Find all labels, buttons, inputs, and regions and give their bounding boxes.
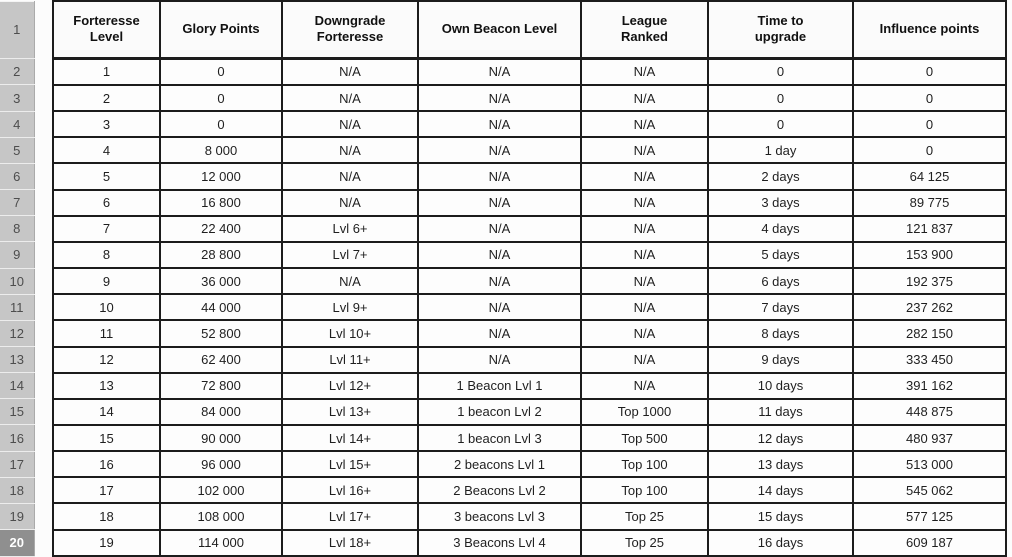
table-cell[interactable]: Lvl 11+ bbox=[282, 347, 418, 373]
table-cell[interactable]: N/A bbox=[282, 137, 418, 163]
table-cell[interactable]: 0 bbox=[853, 85, 1006, 111]
table-cell[interactable]: 28 800 bbox=[160, 242, 282, 268]
gutter-cell bbox=[34, 1, 53, 58]
table-row bbox=[0, 503, 1006, 529]
table-cell[interactable]: 22 400 bbox=[160, 216, 282, 242]
gutter-cell bbox=[34, 190, 53, 216]
table-cell[interactable]: 7 bbox=[53, 216, 160, 242]
table-cell[interactable]: Top 100 bbox=[581, 451, 708, 477]
gutter-cell bbox=[34, 477, 53, 503]
table-cell[interactable]: 16 800 bbox=[160, 190, 282, 216]
table-cell[interactable]: 333 450 bbox=[853, 347, 1006, 373]
table-cell[interactable]: 72 800 bbox=[160, 373, 282, 399]
row-header[interactable]: 17 bbox=[0, 451, 34, 477]
table-cell[interactable]: 3 Beacons Lvl 4 bbox=[418, 530, 581, 556]
row-header[interactable]: 9 bbox=[0, 242, 34, 268]
table-cell[interactable]: N/A bbox=[581, 373, 708, 399]
table-cell[interactable]: 391 162 bbox=[853, 373, 1006, 399]
table-cell[interactable]: 8 000 bbox=[160, 137, 282, 163]
table-cell[interactable]: 5 days bbox=[708, 242, 853, 268]
gutter-cell bbox=[34, 399, 53, 425]
table-cell[interactable]: N/A bbox=[418, 242, 581, 268]
table-cell[interactable]: N/A bbox=[418, 268, 581, 294]
table-cell[interactable]: 0 bbox=[853, 58, 1006, 85]
table-cell[interactable]: 17 bbox=[53, 477, 160, 503]
table-cell[interactable]: N/A bbox=[418, 320, 581, 346]
table-row bbox=[0, 320, 1006, 346]
table-cell[interactable]: N/A bbox=[581, 111, 708, 137]
table-cell[interactable]: Lvl 15+ bbox=[282, 451, 418, 477]
table-cell[interactable]: 36 000 bbox=[160, 268, 282, 294]
table-cell[interactable]: 0 bbox=[853, 111, 1006, 137]
table-cell[interactable]: N/A bbox=[282, 85, 418, 111]
table-cell[interactable]: 3 days bbox=[708, 190, 853, 216]
table-cell[interactable]: 282 150 bbox=[853, 320, 1006, 346]
gutter-cell bbox=[34, 216, 53, 242]
table-cell[interactable]: 1 Beacon Lvl 1 bbox=[418, 373, 581, 399]
table-cell[interactable]: N/A bbox=[418, 190, 581, 216]
gutter-cell bbox=[34, 242, 53, 268]
column-header-glory-points[interactable]: Glory Points bbox=[160, 1, 282, 58]
table-cell[interactable]: 11 days bbox=[708, 399, 853, 425]
table-cell[interactable]: 0 bbox=[160, 111, 282, 137]
row-header[interactable]: 6 bbox=[0, 163, 34, 189]
column-header-own-beacon-level[interactable]: Own Beacon Level bbox=[418, 1, 581, 58]
column-header-downgrade-forteresse[interactable]: Downgrade Forteresse bbox=[282, 1, 418, 58]
row-header[interactable]: 14 bbox=[0, 373, 34, 399]
table-cell[interactable]: 6 days bbox=[708, 268, 853, 294]
column-header-time-to-upgrade[interactable]: Time to upgrade bbox=[708, 1, 853, 58]
column-header-league-ranked[interactable]: League Ranked bbox=[581, 1, 708, 58]
table-cell[interactable]: 64 125 bbox=[853, 163, 1006, 189]
table-cell[interactable]: N/A bbox=[581, 320, 708, 346]
row-header[interactable]: 18 bbox=[0, 477, 34, 503]
table-cell[interactable]: 0 bbox=[708, 58, 853, 85]
table-cell[interactable]: 0 bbox=[160, 58, 282, 85]
table-cell[interactable]: 10 bbox=[53, 294, 160, 320]
table-cell[interactable]: 0 bbox=[160, 85, 282, 111]
table-cell[interactable]: 18 bbox=[53, 503, 160, 529]
row-header[interactable]: 12 bbox=[0, 320, 34, 346]
row-header[interactable]: 8 bbox=[0, 216, 34, 242]
row-header[interactable]: 15 bbox=[0, 399, 34, 425]
table-cell[interactable]: 16 bbox=[53, 451, 160, 477]
table-cell[interactable]: N/A bbox=[581, 58, 708, 85]
table-cell[interactable]: Top 500 bbox=[581, 425, 708, 451]
table-cell[interactable]: N/A bbox=[581, 268, 708, 294]
table-cell[interactable]: N/A bbox=[282, 190, 418, 216]
table-cell[interactable]: N/A bbox=[418, 111, 581, 137]
table-cell[interactable]: 545 062 bbox=[853, 477, 1006, 503]
table-cell[interactable]: 11 bbox=[53, 320, 160, 346]
table-cell[interactable]: N/A bbox=[418, 58, 581, 85]
gutter-cell bbox=[34, 451, 53, 477]
table-cell[interactable]: 62 400 bbox=[160, 347, 282, 373]
table-cell[interactable]: 2 days bbox=[708, 163, 853, 189]
table-cell[interactable]: 108 000 bbox=[160, 503, 282, 529]
table-cell[interactable]: Lvl 7+ bbox=[282, 242, 418, 268]
table-cell[interactable]: 4 bbox=[53, 137, 160, 163]
table-cell[interactable]: 3 beacons Lvl 3 bbox=[418, 503, 581, 529]
gutter-cell bbox=[34, 503, 53, 529]
table-cell[interactable]: 2 Beacons Lvl 2 bbox=[418, 477, 581, 503]
row-header[interactable]: 1 bbox=[0, 1, 34, 58]
gutter-cell bbox=[34, 85, 53, 111]
table-cell[interactable]: 577 125 bbox=[853, 503, 1006, 529]
table-cell[interactable]: 2 bbox=[53, 85, 160, 111]
table-cell[interactable]: 114 000 bbox=[160, 530, 282, 556]
table-cell[interactable]: Lvl 10+ bbox=[282, 320, 418, 346]
table-cell[interactable]: N/A bbox=[418, 163, 581, 189]
table-cell[interactable]: 89 775 bbox=[853, 190, 1006, 216]
gutter-cell bbox=[34, 163, 53, 189]
table-cell[interactable]: 8 bbox=[53, 242, 160, 268]
table-cell[interactable]: 3 bbox=[53, 111, 160, 137]
gutter-cell bbox=[34, 320, 53, 346]
table-row bbox=[0, 425, 1006, 451]
table-cell[interactable]: 44 000 bbox=[160, 294, 282, 320]
gutter-cell bbox=[34, 425, 53, 451]
table-cell[interactable]: 7 days bbox=[708, 294, 853, 320]
table-cell[interactable]: 96 000 bbox=[160, 451, 282, 477]
table-row bbox=[0, 216, 1006, 242]
column-header-influence-points[interactable]: Influence points bbox=[853, 1, 1006, 58]
table-cell[interactable]: N/A bbox=[282, 268, 418, 294]
table-row bbox=[0, 85, 1006, 111]
table-cell[interactable]: 12 000 bbox=[160, 163, 282, 189]
table-row bbox=[0, 190, 1006, 216]
row-header[interactable]: 2 bbox=[0, 58, 34, 85]
table-cell[interactable]: 13 days bbox=[708, 451, 853, 477]
row-header[interactable]: 11 bbox=[0, 294, 34, 320]
row-header[interactable]: 19 bbox=[0, 503, 34, 529]
table-cell[interactable]: Lvl 12+ bbox=[282, 373, 418, 399]
gutter-cell bbox=[34, 294, 53, 320]
table-cell[interactable]: 12 days bbox=[708, 425, 853, 451]
table-body bbox=[0, 58, 1006, 556]
table-cell[interactable]: Lvl 13+ bbox=[282, 399, 418, 425]
table-cell[interactable]: N/A bbox=[581, 347, 708, 373]
table-row bbox=[0, 373, 1006, 399]
table-cell[interactable]: 4 days bbox=[708, 216, 853, 242]
gutter-cell bbox=[34, 373, 53, 399]
header-row bbox=[0, 1, 1006, 58]
table-cell[interactable]: 5 bbox=[53, 163, 160, 189]
table-cell[interactable]: 15 days bbox=[708, 503, 853, 529]
table-cell[interactable]: 0 bbox=[708, 85, 853, 111]
table-cell[interactable]: N/A bbox=[581, 190, 708, 216]
gutter-cell bbox=[34, 347, 53, 373]
table-cell[interactable]: 90 000 bbox=[160, 425, 282, 451]
table-cell[interactable]: 2 beacons Lvl 1 bbox=[418, 451, 581, 477]
table-cell[interactable]: N/A bbox=[581, 216, 708, 242]
gutter-cell bbox=[34, 268, 53, 294]
table-cell[interactable]: N/A bbox=[418, 137, 581, 163]
table-cell[interactable]: 448 875 bbox=[853, 399, 1006, 425]
table-cell[interactable]: 1 beacon Lvl 2 bbox=[418, 399, 581, 425]
table-row bbox=[0, 137, 1006, 163]
table-cell[interactable]: 6 bbox=[53, 190, 160, 216]
table-row bbox=[0, 530, 1006, 556]
table-cell[interactable]: N/A bbox=[418, 347, 581, 373]
column-header-forteresse-level[interactable]: Forteresse Level bbox=[53, 1, 160, 58]
gutter-cell bbox=[34, 111, 53, 137]
table-cell[interactable]: Lvl 14+ bbox=[282, 425, 418, 451]
table-cell[interactable]: 14 days bbox=[708, 477, 853, 503]
table-cell[interactable]: 8 days bbox=[708, 320, 853, 346]
table-cell[interactable]: 192 375 bbox=[853, 268, 1006, 294]
table-cell[interactable]: 84 000 bbox=[160, 399, 282, 425]
table-cell[interactable]: 513 000 bbox=[853, 451, 1006, 477]
table-cell[interactable]: 19 bbox=[53, 530, 160, 556]
row-header-selected[interactable]: 20 bbox=[0, 530, 34, 556]
table-cell[interactable]: 1 bbox=[53, 58, 160, 85]
table-cell[interactable]: 9 days bbox=[708, 347, 853, 373]
table-row bbox=[0, 163, 1006, 189]
table-row bbox=[0, 58, 1006, 85]
table-cell[interactable]: 16 days bbox=[708, 530, 853, 556]
table-cell[interactable]: N/A bbox=[581, 242, 708, 268]
table-cell[interactable]: 480 937 bbox=[853, 425, 1006, 451]
table-cell[interactable]: Top 25 bbox=[581, 503, 708, 529]
table-cell[interactable]: 52 800 bbox=[160, 320, 282, 346]
table-cell[interactable]: N/A bbox=[581, 294, 708, 320]
table-cell[interactable]: Lvl 6+ bbox=[282, 216, 418, 242]
table-cell[interactable]: 1 day bbox=[708, 137, 853, 163]
table-cell[interactable]: Top 100 bbox=[581, 477, 708, 503]
table-cell[interactable]: 9 bbox=[53, 268, 160, 294]
table-cell[interactable]: N/A bbox=[282, 163, 418, 189]
row-header[interactable]: 16 bbox=[0, 425, 34, 451]
table-cell[interactable]: Lvl 9+ bbox=[282, 294, 418, 320]
row-header[interactable]: 5 bbox=[0, 137, 34, 163]
table-cell[interactable]: N/A bbox=[581, 163, 708, 189]
table-cell[interactable]: 237 262 bbox=[853, 294, 1006, 320]
table-cell[interactable]: 14 bbox=[53, 399, 160, 425]
table-cell[interactable]: N/A bbox=[418, 216, 581, 242]
table-cell[interactable]: 0 bbox=[708, 111, 853, 137]
table-cell[interactable]: 12 bbox=[53, 347, 160, 373]
row-header[interactable]: 4 bbox=[0, 111, 34, 137]
table-cell[interactable]: Lvl 17+ bbox=[282, 503, 418, 529]
table-row bbox=[0, 477, 1006, 503]
table-cell[interactable]: 121 837 bbox=[853, 216, 1006, 242]
table-cell[interactable]: N/A bbox=[282, 58, 418, 85]
table-cell[interactable]: 15 bbox=[53, 425, 160, 451]
row-header[interactable]: 13 bbox=[0, 347, 34, 373]
table-row bbox=[0, 347, 1006, 373]
gutter-cell bbox=[34, 58, 53, 85]
gutter-cell bbox=[34, 137, 53, 163]
row-header[interactable]: 7 bbox=[0, 190, 34, 216]
table-cell[interactable]: Top 1000 bbox=[581, 399, 708, 425]
table-cell[interactable]: 102 000 bbox=[160, 477, 282, 503]
table-cell[interactable]: 0 bbox=[853, 137, 1006, 163]
table-cell[interactable]: Lvl 18+ bbox=[282, 530, 418, 556]
table-cell[interactable]: 13 bbox=[53, 373, 160, 399]
table-cell[interactable]: N/A bbox=[418, 294, 581, 320]
table-row bbox=[0, 451, 1006, 477]
table-row bbox=[0, 294, 1006, 320]
table-cell[interactable]: N/A bbox=[581, 137, 708, 163]
row-header[interactable]: 3 bbox=[0, 85, 34, 111]
table-cell[interactable]: N/A bbox=[581, 85, 708, 111]
gutter-cell bbox=[34, 530, 53, 556]
table-cell[interactable]: N/A bbox=[282, 111, 418, 137]
table-cell[interactable]: 153 900 bbox=[853, 242, 1006, 268]
table-row bbox=[0, 268, 1006, 294]
table-cell[interactable]: 1 beacon Lvl 3 bbox=[418, 425, 581, 451]
table-cell[interactable]: Lvl 16+ bbox=[282, 477, 418, 503]
table-row bbox=[0, 399, 1006, 425]
row-header[interactable]: 10 bbox=[0, 268, 34, 294]
table-row bbox=[0, 242, 1006, 268]
table-cell[interactable]: N/A bbox=[418, 85, 581, 111]
table-cell[interactable]: 609 187 bbox=[853, 530, 1006, 556]
table-cell[interactable]: 10 days bbox=[708, 373, 853, 399]
table-row bbox=[0, 111, 1006, 137]
table-cell[interactable]: Top 25 bbox=[581, 530, 708, 556]
